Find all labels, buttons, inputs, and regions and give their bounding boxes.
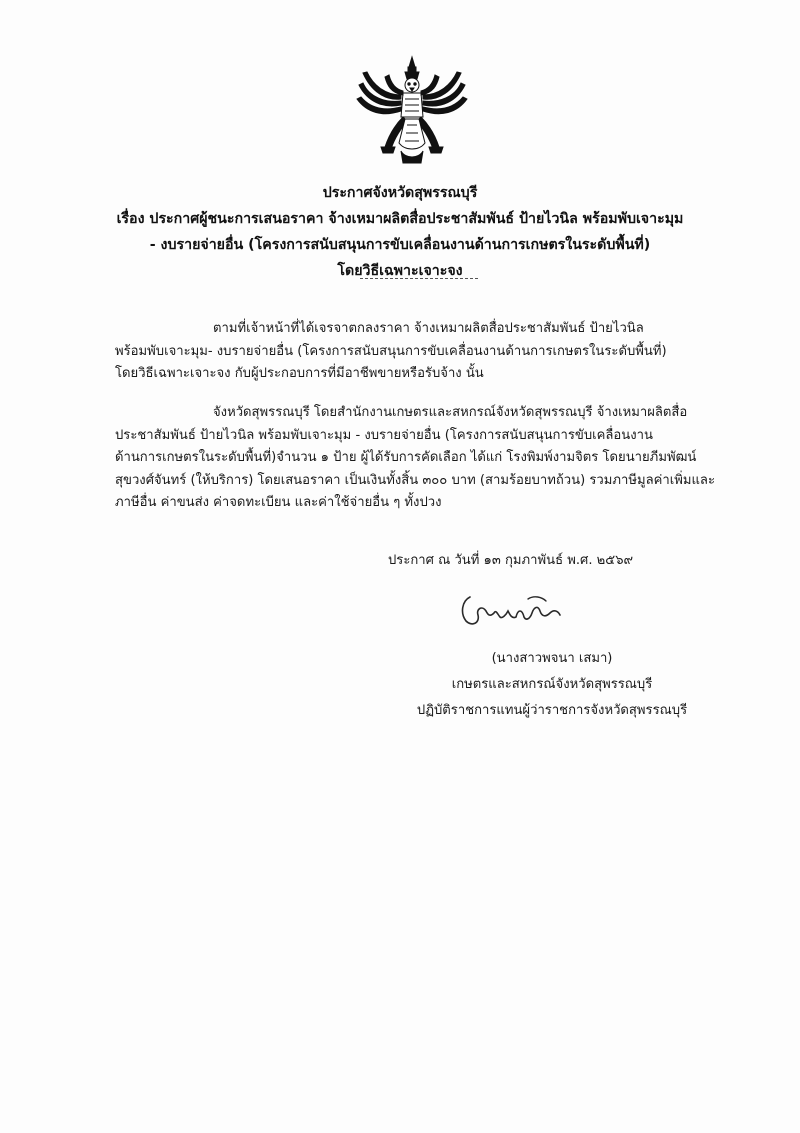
announcement-header xyxy=(0,180,800,284)
body-paragraph-2 xyxy=(115,402,715,515)
subject-line-2: - งบรายจ่ายอื่น (โครงการสนับสนุนการขับเคลื่อนงานด้านการเกษตรในระดับพื้นที่) xyxy=(149,237,651,253)
paragraph-line: พร้อมพับเจาะมุม- งบรายจ่ายอื่น (โครงการสนับสนุนการขับเคลื่อนงานด้านการเกษตรในระดับพื้นที่) xyxy=(115,343,667,359)
paragraph-line: ประชาสัมพันธ์ ป้ายไวนิล พร้อมพับเจาะมุม - งบรายจ่ายอื่น (โครงการสนับสนุนการขับเคลื่อนงาน xyxy=(115,427,653,443)
header-divider xyxy=(360,278,478,279)
signatory-block xyxy=(372,646,732,724)
signatory-acting-position: ปฏิบัติราชการแทนผู้ว่าราชการจังหวัดสุพรรณบุรี xyxy=(416,703,688,718)
paragraph-line: ตามที่เจ้าหน้าที่ได้เจรจาตกลงราคา จ้างเหมาผลิตสื่อประชาสัมพันธ์ ป้ายไวนิล xyxy=(213,321,644,336)
signatory-position: เกษตรและสหกรณ์จังหวัดสุพรรณบุรี xyxy=(451,677,653,692)
paragraph-line: จังหวัดสุพรรณบุรี โดยสำนักงานเกษตรและสหกรณ์จังหวัดสุพรรณบุรี จ้างเหมาผลิตสื่อ xyxy=(213,405,688,420)
paragraph-line: ภาษีอื่น ค่าขนส่ง ค่าจดทะเบียน และค่าใช้จ่ายอื่น ๆ ทั้งปวง xyxy=(115,495,442,510)
announcement-title: ประกาศจังหวัดสุพรรณบุรี xyxy=(322,185,478,201)
handwritten-signature xyxy=(456,587,576,631)
signatory-name: (นางสาวพจนา เสมา) xyxy=(491,651,613,666)
paragraph-line: ด้านการเกษตรในระดับพื้นที่)จำนวน ๑ ป้าย ผู้ได้รับการคัดเลือก ได้แก่ โรงพิมพ์งามจิตร โดยนายภีมพัฒน์ xyxy=(115,450,697,465)
body-paragraph-1 xyxy=(115,318,701,386)
garuda-emblem-icon xyxy=(355,55,470,170)
paragraph-line: โดยวิธีเฉพาะเจาะจง กับผู้ประกอบการที่มีอาชีพขายหรือรับจ้าง นั้น xyxy=(115,366,484,381)
announcement-date: ประกาศ ณ วันที่ ๑๓ กุมภาพันธ์ พ.ศ. ๒๕๖๙ xyxy=(388,553,634,568)
subject-line-3: โดยวิธีเฉพาะเจาะจง xyxy=(337,263,463,279)
paragraph-line: สุขวงศ์จันทร์ (ให้บริการ) โดยเสนอราคา เป็นเงินทั้งสิ้น ๓๐๐ บาท (สามร้อยบาทถ้วน) รวมภาษีมูลค่าเพิ่มและ xyxy=(115,472,715,488)
subject-line-1: เรื่อง ประกาศผู้ชนะการเสนอราคา จ้างเหมาผลิตสื่อประชาสัมพันธ์ ป้ายไวนิล พร้อมพับเจาะมุม xyxy=(116,211,684,227)
